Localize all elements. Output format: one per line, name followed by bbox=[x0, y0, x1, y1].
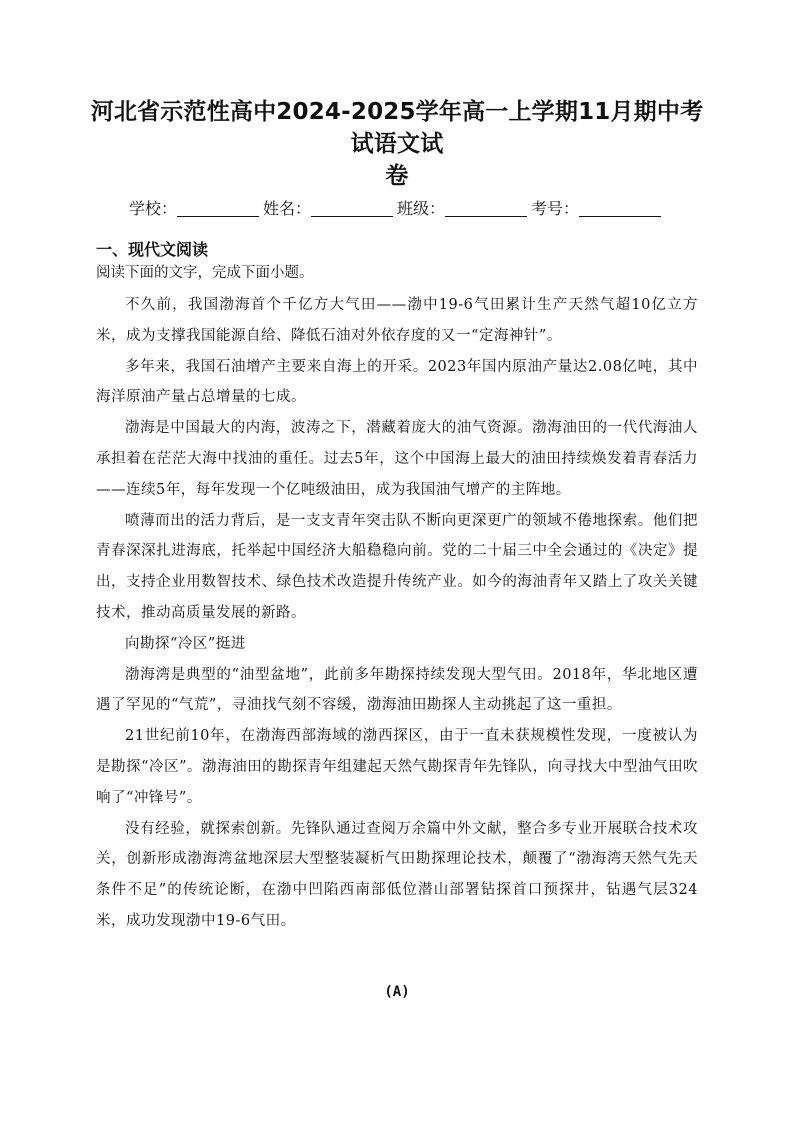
paragraph-1: 不久前，我国渤海首个千亿方大气田——渤中19-6气田累计生产天然气超10亿立方米，成为支撑我国能源自给、降低石油对外依存度的又一“定海神针”。 bbox=[96, 297, 698, 344]
document-title bbox=[90, 96, 704, 192]
school-blank[interactable] bbox=[177, 200, 259, 217]
paragraph-3: 渤海是中国最大的内海，波涛之下，潜藏着庞大的油气资源。渤海油田的一代代海油人承担着在茫茫大海中找油的重任。过去5年，这个中国海上最大的油田持续焕发着青春活力——连续5年，每年发现一个亿吨级油田，成为我国油气增产的主阵地。 bbox=[96, 420, 698, 498]
title-line-2: 卷 bbox=[385, 163, 409, 189]
class-blank[interactable] bbox=[445, 200, 527, 217]
school-label: 学校： bbox=[128, 199, 177, 218]
class-label: 班级： bbox=[397, 199, 446, 218]
student-info-line bbox=[96, 196, 698, 222]
number-label: 考号： bbox=[531, 199, 580, 218]
paragraph-7: 没有经验，就探索创新。先锋队通过查阅万余篇中外文献，整合多专业开展联合技术攻关，创新形成渤海湾盆地深层大型整装凝析气田勘探理论技术，颠覆了“渤海湾天然气先天条件不足”的传统论断，在渤中凹陷西南部低位潜山部署钻探首口预探井，钻遇气层324米，成功发现渤中19-6气田。 bbox=[96, 820, 698, 929]
paragraph-6: 21世纪前10年，在渤海西部海域的渤西探区，由于一直未获规模性发现，一度被认为是勘探“冷区”。渤海油田的勘探青年组建起天然气勘探青年先锋队，向寻找大中型油气田吹响了“冲锋号”。 bbox=[96, 728, 698, 806]
paragraph-2: 多年来，我国石油增产主要来自海上的开采。2023年国内原油产量达2.08亿吨，其中海洋原油产量占总增量的七成。 bbox=[96, 358, 698, 406]
name-blank[interactable] bbox=[311, 200, 393, 217]
subheading: 向勘探“冷区”挺进 bbox=[125, 635, 246, 652]
paragraph-5: 渤海湾是典型的“油型盆地”，此前多年勘探持续发现大型气田。2018年，华北地区遭遇了罕见的“气荒”，寻油找气刻不容缓，渤海油田勘探人主动挑起了这一重担。 bbox=[96, 666, 698, 714]
reading-passage bbox=[96, 290, 698, 937]
number-blank[interactable] bbox=[579, 200, 661, 217]
name-label: 姓名： bbox=[262, 199, 311, 218]
title-line-1: 河北省示范性高中2024-2025学年高一上学期11月期中考试语文试 bbox=[90, 99, 704, 157]
page-footer: (A) bbox=[384, 984, 410, 1000]
reading-instruction: 阅读下面的文字，完成下面小题。 bbox=[96, 265, 314, 281]
paragraph-4: 喷薄而出的活力背后，是一支支青年突击队不断向更深更广的领域不倦地探索。他们把青春深深扎进海底，托举起中国经济大船稳稳向前。党的二十届三中全会通过的《决定》提出，支持企业用数智技术、绿色技术改造提升传统产业。如今的海油青年又踏上了攻关关键技术，推动高质量发展的新路。 bbox=[96, 512, 698, 621]
section-heading: 一、现代文阅读 bbox=[96, 240, 209, 259]
